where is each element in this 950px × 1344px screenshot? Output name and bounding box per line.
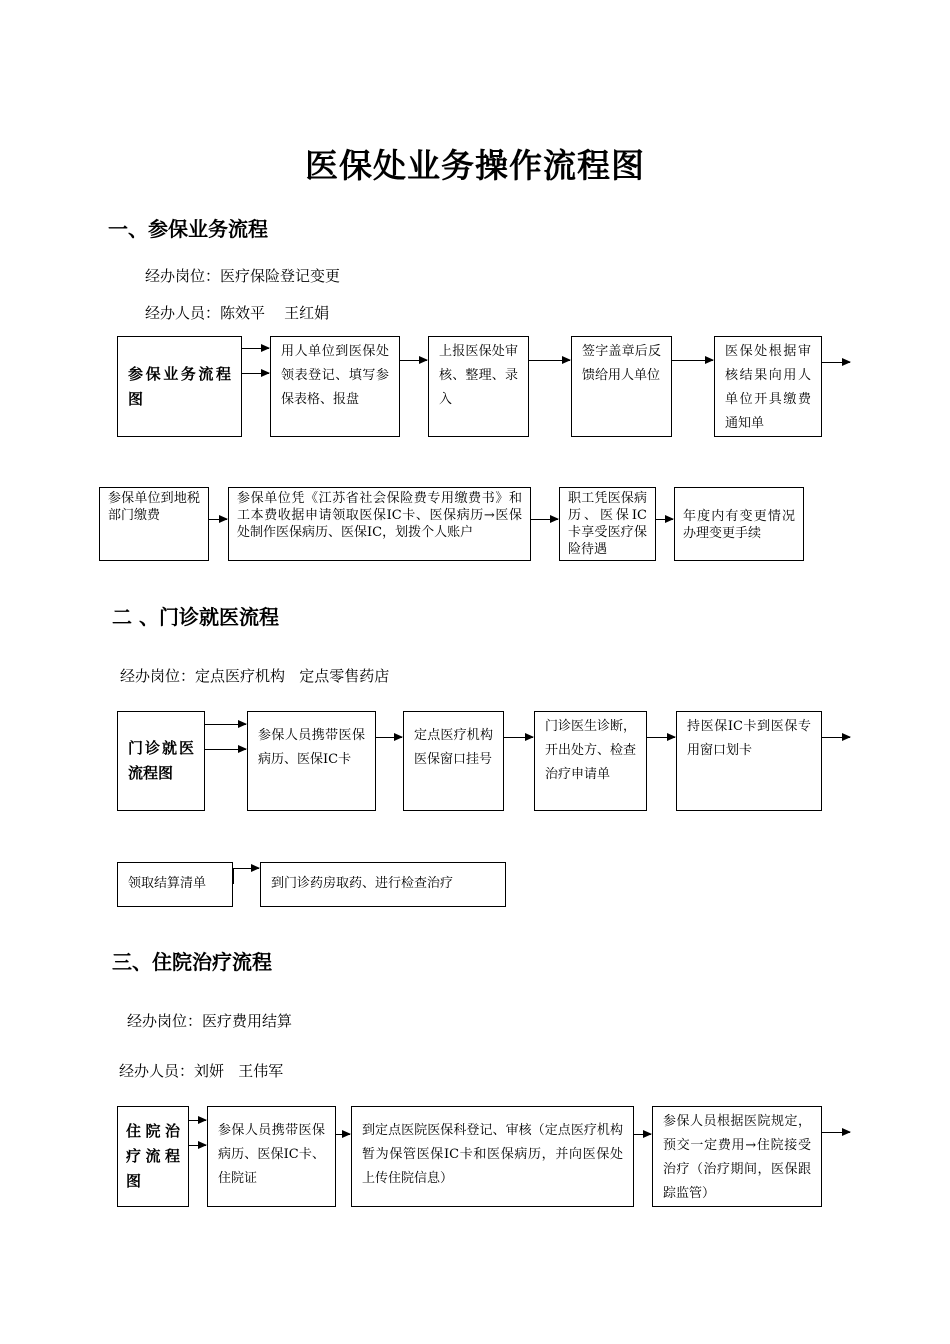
section2-step-2: 定点医疗机构医保窗口挂号	[403, 711, 504, 811]
arrow	[242, 373, 269, 374]
section1-step-8: 年度内有变更情况办理变更手续	[674, 487, 804, 561]
arrow	[647, 737, 675, 738]
section1-step-3: 签字盖章后反馈给用人单位	[571, 336, 672, 437]
section3-step-3: 参保人员根据医院规定，预交一定费用→住院接受治疗（治疗期间，医保跟踪监管）	[652, 1106, 822, 1207]
arrow	[376, 737, 402, 738]
section2-step-5: 领取结算清单	[117, 862, 233, 907]
section1-step-6: 参保单位凭《江苏省社会保险费专用缴费书》和工本费收据申请领取医保IC卡、医保病历→医保处制作医保病历、医保IC，划拨个人账户	[228, 487, 531, 561]
section1-step-5: 参保单位到地税部门缴费	[99, 487, 209, 561]
arrow	[822, 1132, 850, 1133]
arrow	[531, 519, 558, 520]
section2-post: 经办岗位：定点医疗机构 定点零售药店	[120, 667, 390, 685]
section1-start-box: 参保业务流程图	[117, 336, 242, 437]
section3-step-2: 到定点医院医保科登记、审核（定点医疗机构暂为保管医保IC卡和医保病历，并向医保处上传住院信息）	[351, 1106, 634, 1207]
section3-step-1: 参保人员携带医保病历、医保IC卡、住院证	[207, 1106, 336, 1207]
arrow	[336, 1134, 350, 1135]
connector-line	[233, 868, 234, 884]
arrow	[205, 724, 246, 725]
arrow	[209, 519, 227, 520]
arrow	[529, 360, 570, 361]
section3-staff: 经办人员：刘妍 王伟军	[119, 1062, 284, 1080]
section1-post: 经办岗位：医疗保险登记变更	[145, 267, 341, 285]
arrow	[189, 1145, 206, 1146]
section1-step-4: 医保处根据审核结果向用人单位开具缴费通知单	[714, 336, 822, 437]
section1-step-2: 上报医保处审核、整理、录入	[428, 336, 529, 437]
section1-step-7: 职工凭医保病历、医保IC卡享受医疗保险待遇	[559, 487, 656, 561]
section1-step-1: 用人单位到医保处领表登记、填写参保表格、报盘	[270, 336, 400, 437]
arrow	[233, 868, 259, 869]
arrow	[822, 362, 850, 363]
arrow	[656, 519, 673, 520]
section2-step-1: 参保人员携带医保病历、医保IC卡	[247, 711, 376, 811]
arrow	[672, 360, 713, 361]
section2-step-4: 持医保IC卡到医保专用窗口划卡	[676, 711, 822, 811]
section2-heading: 二 、门诊就医流程	[112, 605, 279, 629]
section2-start-box: 门诊就医流程图	[117, 711, 205, 811]
arrow	[822, 737, 850, 738]
arrow	[205, 749, 246, 750]
arrow	[189, 1120, 206, 1121]
section1-heading: 一、参保业务流程	[108, 217, 268, 241]
section2-step-3: 门诊医生诊断，开出处方、检查治疗申请单	[534, 711, 647, 811]
arrow	[400, 360, 427, 361]
arrow	[504, 737, 533, 738]
section3-start-box: 住院治疗流程图	[117, 1106, 189, 1207]
arrow	[634, 1134, 651, 1135]
section3-heading: 三、住院治疗流程	[112, 950, 272, 974]
section1-staff: 经办人员：陈效平 王红娟	[145, 304, 330, 322]
arrow	[242, 348, 269, 349]
page-title: 医保处业务操作流程图	[305, 146, 645, 185]
section2-step-6: 到门诊药房取药、进行检查治疗	[260, 862, 506, 907]
section3-post: 经办岗位：医疗费用结算	[127, 1012, 293, 1030]
